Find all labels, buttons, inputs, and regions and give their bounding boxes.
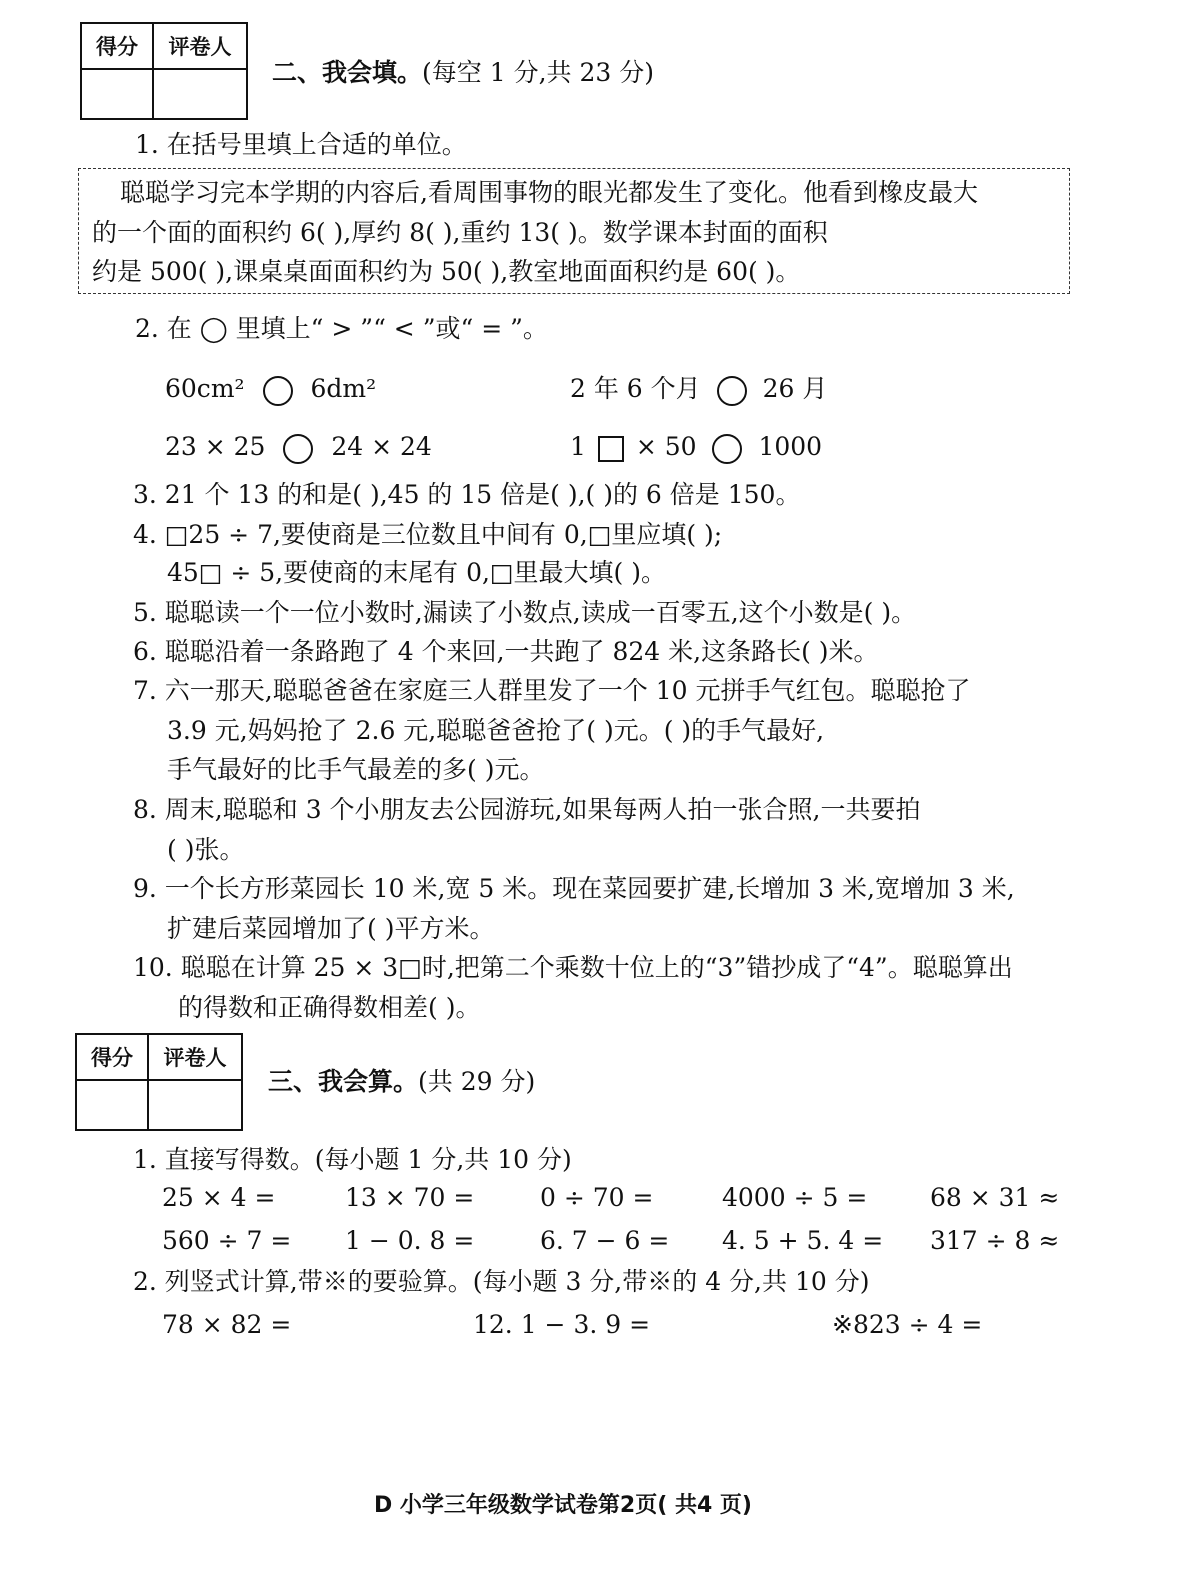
q2-item-a bbox=[165, 374, 376, 406]
q2-item-c bbox=[165, 432, 432, 464]
q2b-right: 26 月 bbox=[762, 374, 828, 403]
q3: 3. 21 个 13 的和是( ),45 的 15 倍是( ),( )的 6 倍是 150。 bbox=[133, 480, 801, 509]
q2a-left: 60cm² bbox=[165, 374, 245, 403]
q2c-right: 24 × 24 bbox=[331, 432, 432, 461]
q10-line-1: 10. 聪聪在计算 25 × 3□时,把第二个乘数十位上的“3”错抄成了“4”。聪聪算出 bbox=[133, 953, 1013, 982]
s3-q1-prompt: 1. 直接写得数。(每小题 1 分,共 10 分) bbox=[133, 1145, 572, 1174]
score-table-section2 bbox=[80, 22, 248, 120]
q6: 6. 聪聪沿着一条路跑了 4 个来回,一共跑了 824 米,这条路长( )米。 bbox=[133, 637, 879, 666]
q7-line-2: 3.9 元,妈妈抢了 2.6 元,聪聪爸爸抢了( )元。( )的手气最好, bbox=[167, 716, 825, 745]
q8-line-1: 8. 周末,聪聪和 3 个小朋友去公园游玩,如果每两人拍一张合照,一共要拍 bbox=[133, 795, 921, 824]
section3-title: 三、我会算。 bbox=[268, 1067, 419, 1096]
q9-line-2: 扩建后菜园增加了( )平方米。 bbox=[167, 914, 495, 943]
vertical-calc-item: ※823 ÷ 4 = bbox=[832, 1310, 983, 1339]
calc-item: 317 ÷ 8 ≈ bbox=[930, 1226, 1060, 1255]
calc-item: 68 × 31 ≈ bbox=[930, 1183, 1060, 1212]
q1-line-2: 的一个面的面积约 6( ),厚约 8( ),重约 13( )。数学课本封面的面积 bbox=[92, 218, 828, 247]
calc-item: 0 ÷ 70 = bbox=[540, 1183, 654, 1212]
calc-item: 1 − 0. 8 = bbox=[345, 1226, 475, 1255]
vertical-calc-item: 12. 1 − 3. 9 = bbox=[473, 1310, 651, 1339]
grader-label: 评卷人 bbox=[153, 23, 247, 69]
q2-item-d bbox=[570, 432, 822, 464]
q4-line-1: 4. □25 ÷ 7,要使商是三位数且中间有 0,□里应填( ); bbox=[133, 520, 723, 549]
q2d-right: 1000 bbox=[758, 432, 823, 461]
q2d-left: 1 bbox=[570, 432, 586, 461]
calc-item: 13 × 70 = bbox=[345, 1183, 475, 1212]
grader-cell[interactable] bbox=[148, 1080, 242, 1130]
grader-cell[interactable] bbox=[153, 69, 247, 119]
q2d-mid: × 50 bbox=[635, 432, 697, 461]
vertical-calc-item: 78 × 82 = bbox=[162, 1310, 292, 1339]
section2-heading bbox=[272, 58, 654, 88]
q7-line-1: 7. 六一那天,聪聪爸爸在家庭三人群里发了一个 10 元拼手气红包。聪聪抢了 bbox=[133, 676, 971, 705]
q5: 5. 聪聪读一个一位小数时,漏读了小数点,读成一百零五,这个小数是( )。 bbox=[133, 598, 917, 627]
calc-item: 25 × 4 = bbox=[162, 1183, 276, 1212]
calc-item: 4. 5 + 5. 4 = bbox=[722, 1226, 884, 1255]
score-cell[interactable] bbox=[81, 69, 153, 119]
s3-q2-prompt: 2. 列竖式计算,带※的要验算。(每小题 3 分,带※的 4 分,共 10 分) bbox=[133, 1267, 870, 1296]
q10-line-2: 的得数和正确得数相差( )。 bbox=[178, 993, 481, 1022]
grader-label: 评卷人 bbox=[148, 1034, 242, 1080]
calc-item: 560 ÷ 7 = bbox=[162, 1226, 292, 1255]
score-table-section3 bbox=[75, 1033, 243, 1131]
compare-circle[interactable] bbox=[712, 434, 742, 464]
calc-item: 6. 7 − 6 = bbox=[540, 1226, 670, 1255]
q2b-left: 2 年 6 个月 bbox=[570, 374, 701, 403]
q2c-left: 23 × 25 bbox=[165, 432, 266, 461]
blank-square[interactable] bbox=[598, 436, 624, 462]
page-footer: D 小学三年级数学试卷第2页( 共4 页) bbox=[374, 1493, 752, 1518]
compare-circle[interactable] bbox=[717, 376, 747, 406]
q2-prompt: 2. 在 ◯ 里填上“ > ”“ < ”或“ = ”。 bbox=[135, 314, 548, 343]
q1-line-3: 约是 500( ),课桌桌面面积约为 50( ),教室地面面积约是 60( )。 bbox=[92, 257, 801, 286]
score-label: 得分 bbox=[76, 1034, 148, 1080]
section3-points: (共 29 分) bbox=[418, 1067, 536, 1096]
section3-heading bbox=[268, 1067, 535, 1097]
q2-item-b bbox=[570, 374, 827, 406]
compare-circle[interactable] bbox=[263, 376, 293, 406]
q7-line-3: 手气最好的比手气最差的多( )元。 bbox=[167, 755, 545, 784]
q1-prompt: 1. 在括号里填上合适的单位。 bbox=[135, 130, 467, 159]
score-cell[interactable] bbox=[76, 1080, 148, 1130]
q9-line-1: 9. 一个长方形菜园长 10 米,宽 5 米。现在菜园要扩建,长增加 3 米,宽增加 3 米, bbox=[133, 874, 1015, 903]
score-label: 得分 bbox=[81, 23, 153, 69]
q4-line-2: 45□ ÷ 5,要使商的末尾有 0,□里最大填( )。 bbox=[167, 558, 667, 587]
q2a-right: 6dm² bbox=[310, 374, 377, 403]
compare-circle[interactable] bbox=[283, 434, 313, 464]
section2-title: 二、我会填。 bbox=[272, 58, 423, 87]
section2-points: (每空 1 分,共 23 分) bbox=[422, 58, 654, 87]
calc-item: 4000 ÷ 5 = bbox=[722, 1183, 868, 1212]
q1-line-1: 聪聪学习完本学期的内容后,看周围事物的眼光都发生了变化。他看到橡皮最大 bbox=[120, 178, 978, 207]
q8-line-2: ( )张。 bbox=[167, 835, 245, 864]
